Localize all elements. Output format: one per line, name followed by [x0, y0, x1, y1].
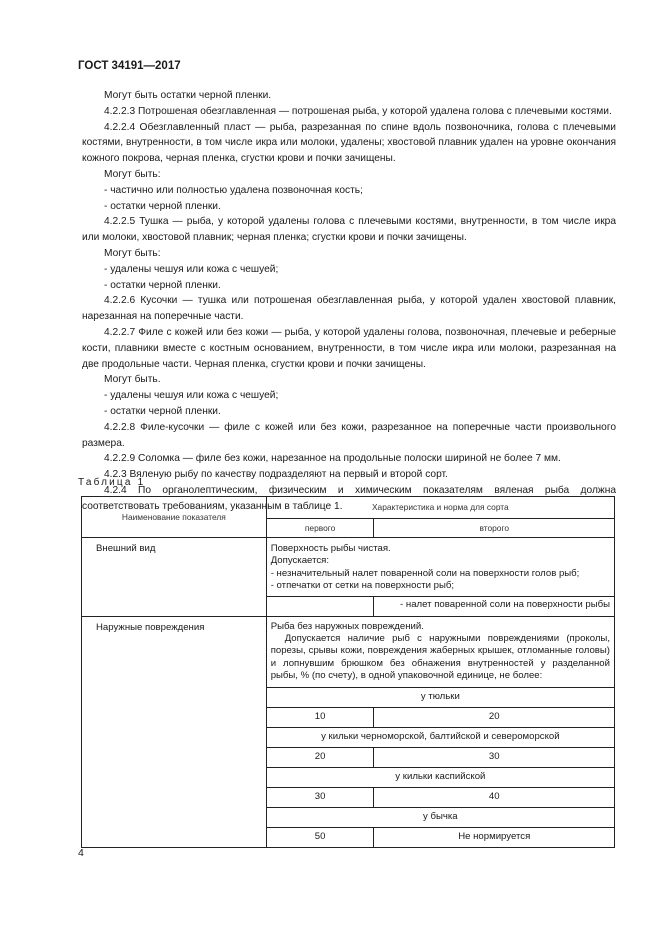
header-group: Характеристика и норма для сорта: [266, 497, 614, 519]
paragraph: Могут быть:: [104, 168, 161, 180]
paragraph: Могут быть:: [104, 247, 161, 259]
document-body: [82, 88, 616, 515]
value-first-grade: 50: [266, 827, 374, 847]
text-line: Рыба без наружных повреждений.: [270, 620, 424, 632]
value-first-grade: 30: [266, 787, 374, 807]
text-line: Допускается:: [270, 555, 330, 567]
value-second-grade: Не нормируется: [374, 827, 615, 847]
row-name-damage: Наружные повреждения: [82, 616, 267, 847]
paragraph: 4.2.3 Вяленую рыбу по качеству подразделяют на первый и второй сорт.: [104, 469, 448, 481]
paragraph: 4.2.2.4 Обезглавленный пласт — рыба, разрезанная по спине вдоль позвоночника, голова с плечевыми костями, внутренности, в том числе икра или молоки, удалены; хвостовой плавник удален на уровне окончания кожного покрова, черная пленка, сгустки крови и почки зачищены.: [82, 121, 616, 165]
text-line: Допускается наличие рыб с наружными повреждениями (проколы, порезы, срывы кожи, повреждения жаберных крышек, отломанные головы) и лопнувшим брюшком без обнажения внутренностей у разделанной рыбы, % (по счету), в одной упаковочной единице, не более:: [270, 633, 610, 682]
paragraph: 4.2.4 По органолептическим, физическим и химическим показателям вяленая рыба должна соответствовать требованиям, указанным в таблице 1.: [82, 484, 616, 512]
header-second-grade: второго: [374, 518, 615, 537]
value-first-grade: 20: [266, 747, 374, 767]
paragraph: 4.2.2.5 Тушка — рыба, у которой удалены голова с плечевыми костями, внутренности, в том числе икра или молоки, хвостовой плавник; черная пленка; сгустки крови и почки зачищены.: [82, 216, 616, 244]
value-second-grade: 30: [374, 747, 615, 767]
paragraph: 4.2.2.8 Филе-кусочки — филе с кожей или без кожи, разрезанное на поперечные части произвольного размера.: [82, 421, 616, 449]
list-item: - остатки черной пленки.: [104, 279, 221, 291]
text-line: Поверхность рыбы чистая.: [270, 543, 391, 554]
list-item: - остатки черной пленки.: [104, 200, 221, 212]
list-item: - частично или полностью удалена позвоночная кость;: [104, 184, 363, 196]
table-caption: Таблица 1: [78, 477, 146, 488]
list-item: - удалены чешуя или кожа с чешуей;: [104, 390, 279, 402]
paragraph: Могут быть остатки черной пленки.: [104, 90, 272, 101]
paragraph: 4.2.2.3 Потрошеная обезглавленная — потрошеная рыба, у которой удалена голова с плечевыми костями.: [104, 105, 612, 117]
value-second-grade: 20: [374, 707, 615, 727]
paragraph: Могут быть.: [104, 374, 161, 386]
paragraph: 4.2.2.6 Кусочки — тушка или потрошеная обезглавленная рыба, у которой удален хвостовой плавник, нарезанная на поперечные части.: [82, 295, 616, 323]
page-number: 4: [78, 847, 84, 859]
header-indicator: Наименование показателя: [82, 497, 267, 538]
group-label: у тюльки: [266, 687, 614, 707]
empty-cell: [266, 596, 374, 616]
text-line: - отпечатки от сетки на поверхности рыб;: [270, 580, 455, 592]
paragraph: 4.2.2.9 Соломка — филе без кожи, нарезанное на продольные полоски шириной не более 7 мм.: [104, 453, 561, 465]
group-label: у кильки каспийской: [266, 767, 614, 787]
value-first-grade: 10: [266, 707, 374, 727]
appearance-description: [266, 538, 614, 597]
value-second-grade: 40: [374, 787, 615, 807]
text-line: - незначительный налет поваренной соли на поверхности голов рыб;: [270, 567, 580, 579]
quality-table: [81, 496, 615, 848]
paragraph: 4.2.2.7 Филе с кожей или без кожи — рыба, у которой удалены голова, позвоночная, плечевые и реберные кости, плавники вместе с костным основанием, внутренности, в том числе икра или молоки, разрезанная на две продольные части. Черная пленка, сгустки крови и почки зачищены.: [82, 326, 616, 370]
header-first-grade: первого: [266, 518, 374, 537]
damage-description: [266, 616, 614, 687]
group-label: у бычка: [266, 807, 614, 827]
document-header: ГОСТ 34191—2017: [78, 60, 181, 72]
group-label: у кильки черноморской, балтийской и североморской: [266, 727, 614, 747]
list-item: - остатки черной пленки.: [104, 405, 221, 417]
appearance-second-grade: - налет поваренной соли на поверхности рыбы: [374, 596, 615, 616]
row-name-appearance: Внешний вид: [82, 538, 267, 617]
list-item: - удалены чешуя или кожа с чешуей;: [104, 263, 279, 275]
